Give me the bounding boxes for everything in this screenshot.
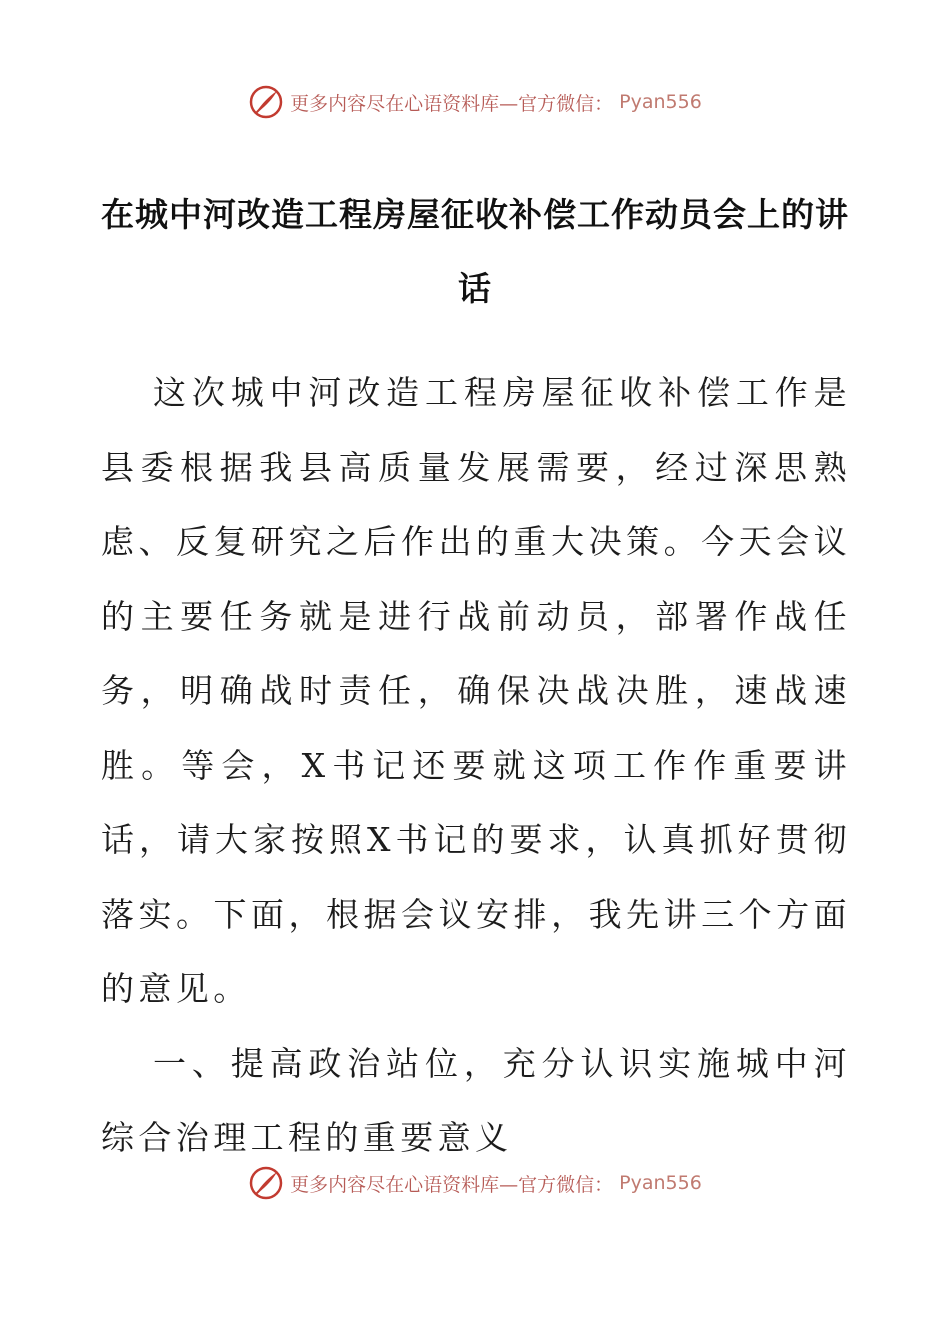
- watermark-text: 更多内容尽在心语资料库—官方微信：: [290, 1173, 614, 1196]
- watermark-footer: [0, 1163, 950, 1203]
- watermark-wechat-id: Pyan556: [619, 91, 702, 113]
- feather-pen-logo-icon: [248, 84, 284, 120]
- document-body: [101, 356, 851, 1176]
- watermark-wechat-id: Pyan556: [619, 1172, 702, 1194]
- watermark-text: 更多内容尽在心语资料库—官方微信：: [290, 92, 614, 115]
- paragraph: 这次城中河改造工程房屋征收补偿工作是县委根据我县高质量发展需要，经过深思熟虑、反复研究之后作出的重大决策。今天会议的主要任务就是进行战前动员，部署作战任务，明确战时责任，确保决战决胜，速战速胜。等会，X书记还要就这项工作作重要讲话，请大家按照X书记的要求，认真抓好贯彻落实。下面，根据会议安排，我先讲三个方面的意见。: [101, 373, 851, 1008]
- watermark-header: [0, 82, 950, 122]
- document-title: 在城中河改造工程房屋征收补偿工作动员会上的讲话: [101, 195, 849, 308]
- section-heading: 一、提高政治站位，充分认识实施城中河综合治理工程的重要意义: [101, 1043, 851, 1157]
- feather-pen-logo-icon: [248, 1165, 284, 1201]
